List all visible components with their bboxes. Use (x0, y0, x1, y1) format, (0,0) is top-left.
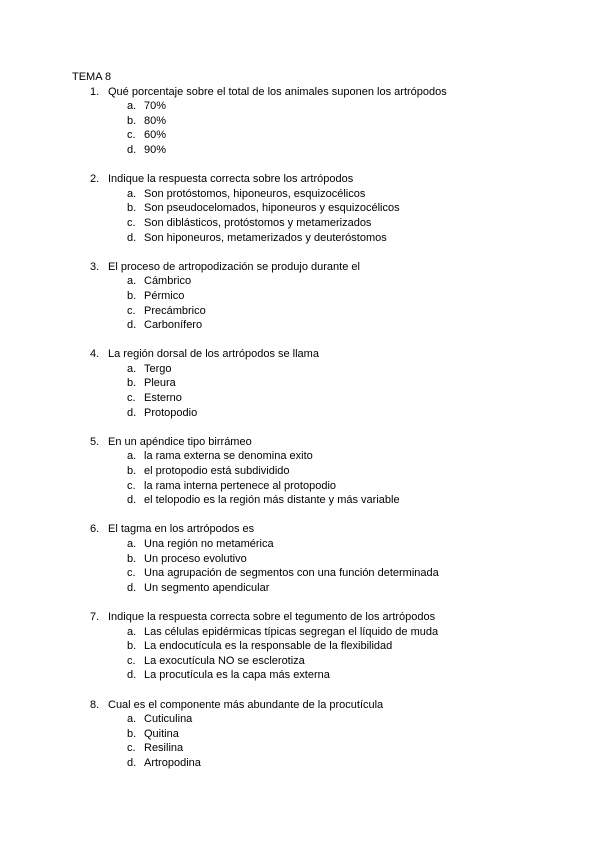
option-text: Carbonífero (144, 319, 203, 332)
question-1 (72, 85, 447, 158)
option-letter: c. (127, 567, 136, 580)
option-letter: d. (127, 581, 137, 594)
option-letter: d. (127, 319, 137, 332)
question-number: 1. (90, 85, 100, 98)
answer-option (72, 201, 400, 216)
answer-option (72, 639, 393, 654)
answer-option (72, 187, 366, 202)
option-text: Cámbrico (144, 275, 192, 288)
option-letter: a. (127, 362, 137, 375)
option-text: 80% (144, 114, 167, 127)
answer-option (72, 231, 387, 246)
option-letter: b. (127, 465, 137, 478)
question-text: Indique la respuesta correcta sobre el tegumento de los artrópodos (108, 610, 436, 623)
answer-option (72, 216, 372, 231)
answer-option (72, 128, 167, 143)
answer-option (72, 143, 167, 158)
option-text: el protopodio está subdividido (144, 465, 290, 478)
question-text: Cual es el componente más abundante de la procutícula (108, 698, 384, 711)
option-letter: a. (127, 538, 137, 550)
answer-option (72, 581, 270, 596)
option-text: Una agrupación de segmentos con una función determinada (144, 567, 439, 580)
answer-option (72, 289, 185, 304)
option-text: Quitina (144, 727, 179, 740)
option-letter: b. (127, 289, 137, 302)
answer-option (72, 727, 179, 742)
option-text: Pleura (144, 377, 176, 390)
option-letter: d. (127, 231, 137, 244)
question-text: En un apéndice tipo birrámeo (108, 435, 252, 448)
option-text: Un segmento apendicular (144, 581, 270, 594)
question-number: 8. (90, 698, 100, 711)
question-7 (72, 610, 439, 683)
option-text: Pérmico (144, 289, 185, 302)
question-stem (72, 172, 354, 187)
option-letter: c. (127, 304, 136, 317)
question-stem (72, 698, 384, 713)
option-letter: b. (127, 377, 137, 390)
question-number: 6. (90, 523, 100, 536)
question-list (72, 85, 447, 771)
option-text: Precámbrico (144, 304, 206, 317)
option-text: la rama externa se denomina exito (144, 450, 313, 463)
option-letter: c. (127, 654, 136, 667)
answer-option (72, 654, 305, 669)
question-stem (72, 347, 319, 362)
document-title: TEMA 8 (72, 71, 112, 83)
option-text: 90% (144, 143, 167, 156)
option-letter: c. (127, 129, 136, 142)
option-letter: b. (127, 552, 137, 565)
option-text: Una región no metamérica (144, 538, 274, 550)
question-text: Indique la respuesta correcta sobre los artrópodos (108, 173, 354, 186)
question-4 (72, 347, 319, 420)
question-2 (72, 172, 400, 245)
document-page (72, 70, 447, 771)
answer-option (72, 668, 330, 683)
option-letter: a. (127, 450, 137, 463)
option-letter: c. (127, 392, 136, 405)
answer-option (72, 537, 274, 552)
answer-option (72, 362, 172, 377)
answer-option (72, 479, 337, 494)
option-letter: d. (127, 143, 137, 156)
answer-option (72, 274, 192, 289)
answer-option (72, 712, 193, 727)
answer-option (72, 493, 400, 508)
question-number: 4. (90, 348, 100, 361)
option-text: Protopodio (144, 406, 198, 419)
answer-option (72, 552, 247, 567)
answer-option (72, 99, 167, 114)
answer-option (72, 625, 439, 640)
option-letter: d. (127, 406, 137, 419)
answer-option (72, 318, 203, 333)
option-text: La procutícula es la capa más externa (144, 669, 330, 682)
option-letter: b. (127, 202, 137, 215)
answer-option (72, 304, 206, 319)
option-text: Son pseudocelomados, hiponeuros y esquizocélicos (144, 202, 400, 215)
option-text: 60% (144, 129, 167, 142)
question-text: El proceso de artropodización se produjo durante el (108, 260, 360, 273)
question-stem (72, 435, 252, 450)
option-text: Son protóstomos, hiponeuros, esquizocélicos (144, 187, 366, 200)
option-text: Artropodina (144, 756, 201, 769)
question-stem (72, 260, 360, 275)
option-letter: b. (127, 727, 137, 740)
question-5 (72, 435, 400, 508)
option-text: Cuticulina (144, 713, 193, 726)
option-text: Tergo (144, 362, 172, 375)
question-text: Qué porcentaje sobre el total de los animales suponen los artrópodos (108, 85, 447, 98)
option-letter: d. (127, 756, 137, 769)
option-text: Las células epidérmicas típicas segregan el líquido de muda (144, 625, 439, 638)
option-letter: d. (127, 494, 137, 507)
option-letter: a. (127, 275, 137, 288)
question-number: 3. (90, 260, 100, 273)
answer-option (72, 391, 182, 406)
option-text: La endocutícula es la responsable de la flexibilidad (144, 640, 393, 653)
option-text: el telopodio es la región más distante y más variable (144, 494, 400, 507)
option-letter: c. (127, 742, 136, 755)
option-text: Resilina (144, 742, 184, 755)
option-text: Un proceso evolutivo (144, 552, 247, 565)
option-letter: d. (127, 669, 137, 682)
answer-option (72, 376, 176, 391)
question-stem (72, 610, 436, 625)
question-6 (72, 522, 439, 595)
answer-option (72, 114, 167, 129)
answer-option (72, 756, 201, 771)
answer-option (72, 566, 439, 581)
option-letter: a. (127, 187, 137, 200)
option-text: Esterno (144, 392, 182, 405)
question-stem (72, 85, 447, 100)
question-number: 5. (90, 435, 100, 448)
option-letter: a. (127, 625, 137, 638)
option-letter: c. (127, 479, 136, 492)
answer-option (72, 449, 313, 464)
question-3 (72, 260, 360, 333)
option-letter: b. (127, 640, 137, 653)
question-text: La región dorsal de los artrópodos se llama (108, 348, 319, 361)
answer-option (72, 464, 290, 479)
option-text: Son hiponeuros, metamerizados y deuteróstomos (144, 231, 387, 244)
option-letter: a. (127, 713, 137, 726)
answer-option (72, 406, 198, 421)
answer-option (72, 741, 184, 756)
option-text: la rama interna pertenece al protopodio (144, 479, 337, 492)
question-text: El tagma en los artrópodos es (108, 523, 255, 536)
question-number: 2. (90, 173, 100, 186)
option-letter: b. (127, 114, 137, 127)
option-letter: a. (127, 100, 137, 113)
option-text: Son diblásticos, protóstomos y metamerizados (144, 216, 372, 229)
question-stem (72, 522, 255, 537)
question-number: 7. (90, 610, 100, 623)
option-text: 70% (144, 100, 167, 113)
option-letter: c. (127, 216, 136, 229)
question-8 (72, 698, 384, 771)
option-text: La exocutícula NO se esclerotiza (144, 654, 305, 667)
